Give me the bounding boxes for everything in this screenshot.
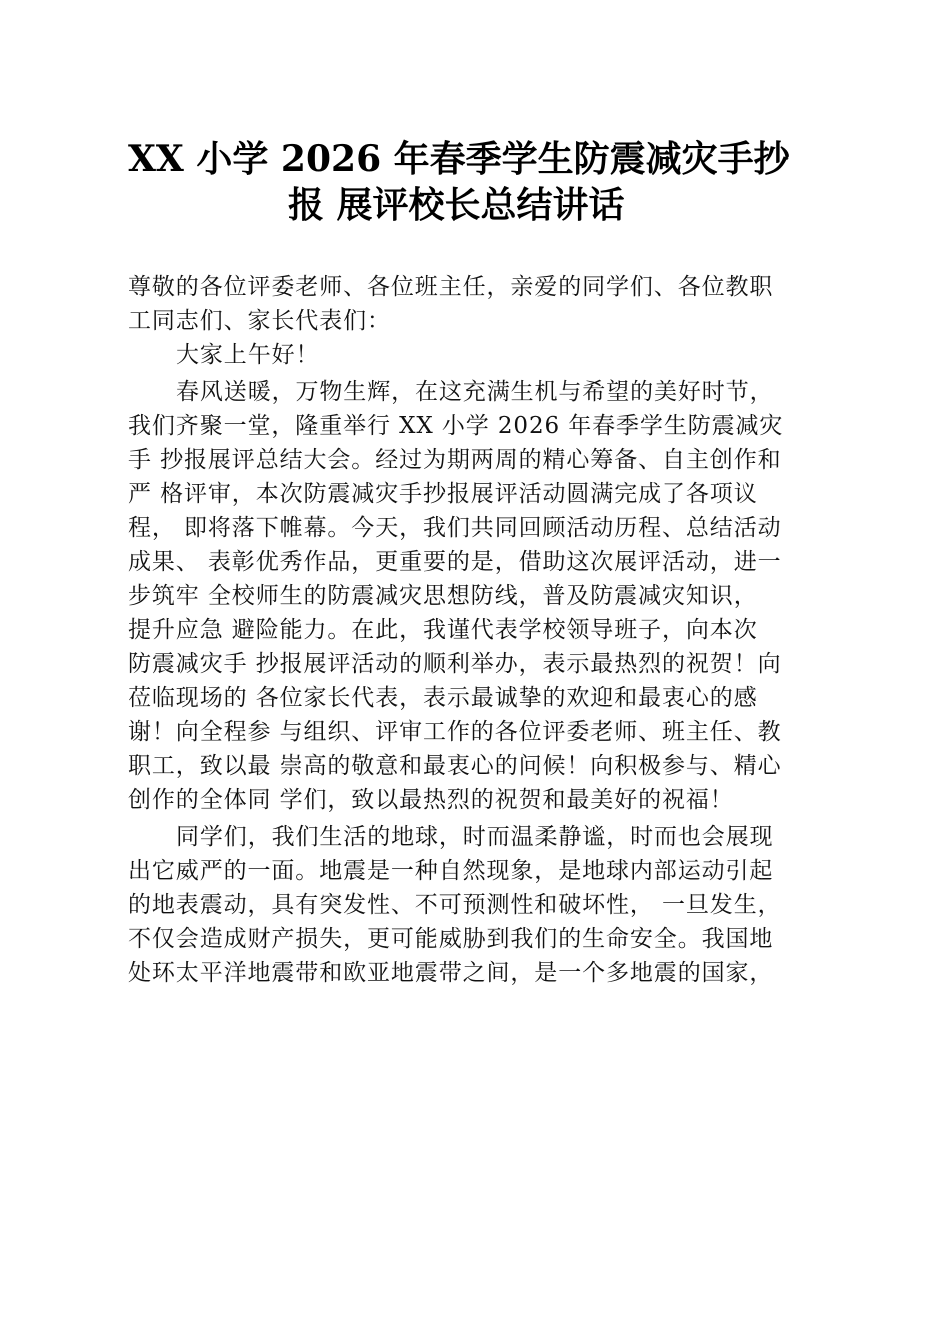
title-line: 报 展评校长总结讲话 — [288, 184, 625, 226]
paragraph-line: 同学们，我们生活的地球，时而温柔静谧，时而也会展现 — [176, 824, 774, 850]
title-line: XX 小学 2026 年春季学生防震减灾手抄 — [128, 138, 790, 180]
paragraph-line: 创作的全体同 学们，致以最热烈的祝贺和最美好的祝福！ — [128, 787, 734, 813]
paragraph-line: 处环太平洋地震带和欧亚地震带之间，是一个多地震的国家， — [128, 960, 774, 986]
paragraph-line: 成果、 表彰优秀作品，更重要的是，借助这次展评活动，进一 — [128, 549, 782, 575]
paragraph-line: 程， 即将落下帷幕。今天，我们共同回顾活动历程、总结活动 — [128, 515, 782, 541]
paragraph-line: 谢！向全程参 与组织、评审工作的各位评委老师、班主任、教 — [128, 719, 782, 745]
salutation-line: 工同志们、家长代表们： — [128, 308, 391, 334]
greeting: 大家上午好！ — [176, 342, 320, 368]
paragraph-line: 严 格评审，本次防震减灾手抄报展评活动圆满完成了各项议 — [128, 481, 758, 507]
document-body — [128, 270, 833, 990]
document-title — [110, 136, 840, 228]
paragraph-line: 的地表震动，具有突发性、不可预测性和破坏性， 一旦发生， — [128, 892, 782, 918]
paragraph-line: 出它威严的一面。地震是一种自然现象，是地球内部运动引起 — [128, 858, 774, 884]
paragraph-line: 我们齐聚一堂，隆重举行 XX 小学 2026 年春季学生防震减灾 — [128, 413, 784, 439]
paragraph-line: 春风送暖，万物生辉，在这充满生机与希望的美好时节， — [176, 379, 774, 405]
salutation-line: 尊敬的各位评委老师、各位班主任，亲爱的同学们、各位教职 — [128, 274, 774, 300]
paragraph-line: 不仅会造成财产损失，更可能威胁到我们的生命安全。我国地 — [128, 926, 774, 952]
salutation — [128, 270, 833, 338]
paragraph-line: 防震减灾手 抄报展评活动的顺利举办，表示最热烈的祝贺！向 — [128, 651, 782, 677]
paragraph-line: 步筑牢 全校师生的防震减灾思想防线，普及防震减灾知识， — [128, 583, 758, 609]
paragraph-line: 提升应急 避险能力。在此，我谨代表学校领导班子，向本次 — [128, 617, 758, 643]
paragraph-line: 莅临现场的 各位家长代表，表示最诚挚的欢迎和最衷心的感 — [128, 685, 758, 711]
paragraph-1 — [128, 375, 833, 817]
paragraph-line: 职工，致以最 崇高的敬意和最衷心的问候！向积极参与、精心 — [128, 753, 782, 779]
paragraph-line: 手 抄报展评总结大会。经过为期两周的精心筹备、自主创作和 — [128, 447, 782, 473]
paragraph-2 — [128, 820, 833, 990]
